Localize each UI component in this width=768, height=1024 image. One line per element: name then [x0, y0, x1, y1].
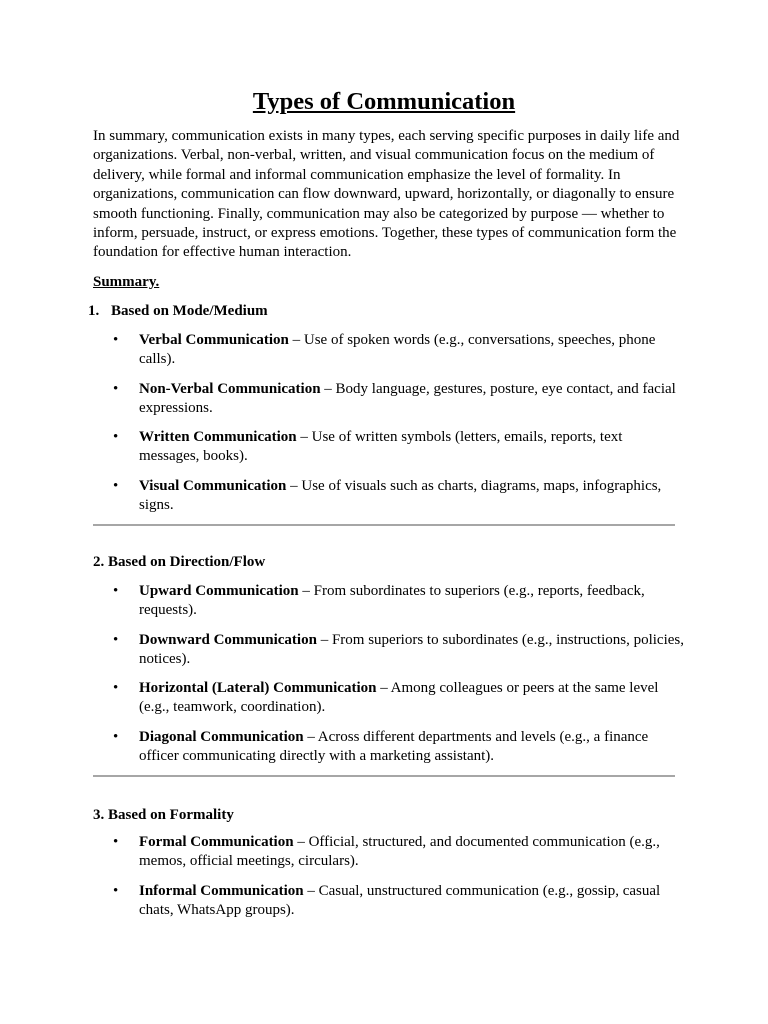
summary-label: Summary.	[93, 274, 160, 290]
item-description: – Use of visuals such as charts, diagrams, maps, infographics, signs.	[139, 477, 662, 513]
section-heading-direction-flow	[93, 552, 265, 572]
item-description: – Across different departments and levels (e.g., a finance officer communicating directly with a marketing assistant).	[139, 728, 649, 764]
section-number: 2.	[93, 554, 105, 570]
horizontal-divider	[93, 524, 675, 526]
item-term: Horizontal (Lateral) Communication	[139, 680, 377, 696]
item-term: Verbal Communication	[139, 332, 289, 348]
horizontal-divider	[93, 775, 675, 777]
item-description: – Use of written symbols (letters, emails, reports, text messages, books).	[139, 429, 623, 465]
bullet: •	[113, 477, 119, 494]
bullet: •	[113, 332, 119, 348]
bullet: •	[113, 728, 119, 745]
section-heading-formality	[93, 805, 234, 825]
item-description: – Use of spoken words (e.g., conversations, speeches, phone calls).	[139, 332, 656, 368]
item-description: – From superiors to subordinates (e.g., instructions, policies, notices).	[139, 631, 684, 667]
section-title: Based on Mode/Medium	[111, 303, 268, 319]
bullet: •	[113, 380, 119, 397]
item-description: – Casual, unstructured communication (e.g., gossip, casual chats, WhatsApp groups).	[139, 882, 661, 918]
bullet: •	[113, 429, 119, 445]
page-title: Types of Communication	[252, 88, 516, 115]
section-title: Based on Formality	[108, 807, 234, 823]
section-number: 1.	[88, 303, 100, 319]
item-description: – Official, structured, and documented communication (e.g., memos, official meetings, circulars).	[139, 834, 660, 870]
bullet: •	[113, 680, 119, 696]
item-term: Non-Verbal Communication	[139, 380, 321, 397]
item-term: Diagonal Communication	[139, 728, 304, 745]
bullet: •	[113, 583, 119, 599]
item-term: Written Communication	[139, 429, 297, 445]
item-term: Downward Communication	[139, 631, 317, 648]
item-term: Upward Communication	[139, 583, 299, 599]
item-description: – Among colleagues or peers at the same level (e.g., teamwork, coordination).	[139, 680, 659, 716]
bullet: •	[113, 631, 119, 648]
section-heading-mode-medium	[88, 301, 268, 321]
bullet: •	[113, 834, 119, 850]
section-number: 3.	[93, 807, 105, 823]
section-title: Based on Direction/Flow	[108, 554, 266, 570]
item-description: – From subordinates to superiors (e.g., reports, feedback, requests).	[139, 583, 645, 619]
item-term: Visual Communication	[139, 477, 287, 494]
item-description: – Body language, gestures, posture, eye contact, and facial expressions.	[139, 380, 676, 416]
bullet: •	[113, 882, 119, 899]
intro-paragraph: In summary, communication exists in many types, each serving specific purposes in daily life and organizations. Verbal, non-verbal, written, and visual communication focus on the medium of delivery, while formal and informal communication emphasize the level of formality. In organizations, communication can flow downward, upward, horizontally, or diagonally to ensure smooth functioning. Finally, communication may also be categorized by purpose — whether to inform, persuade, instruct, or express emotions. Together, these types of communication form the foundation for effective human interaction.	[93, 128, 680, 261]
item-term: Formal Communication	[139, 834, 294, 850]
item-term: Informal Communication	[139, 882, 304, 899]
